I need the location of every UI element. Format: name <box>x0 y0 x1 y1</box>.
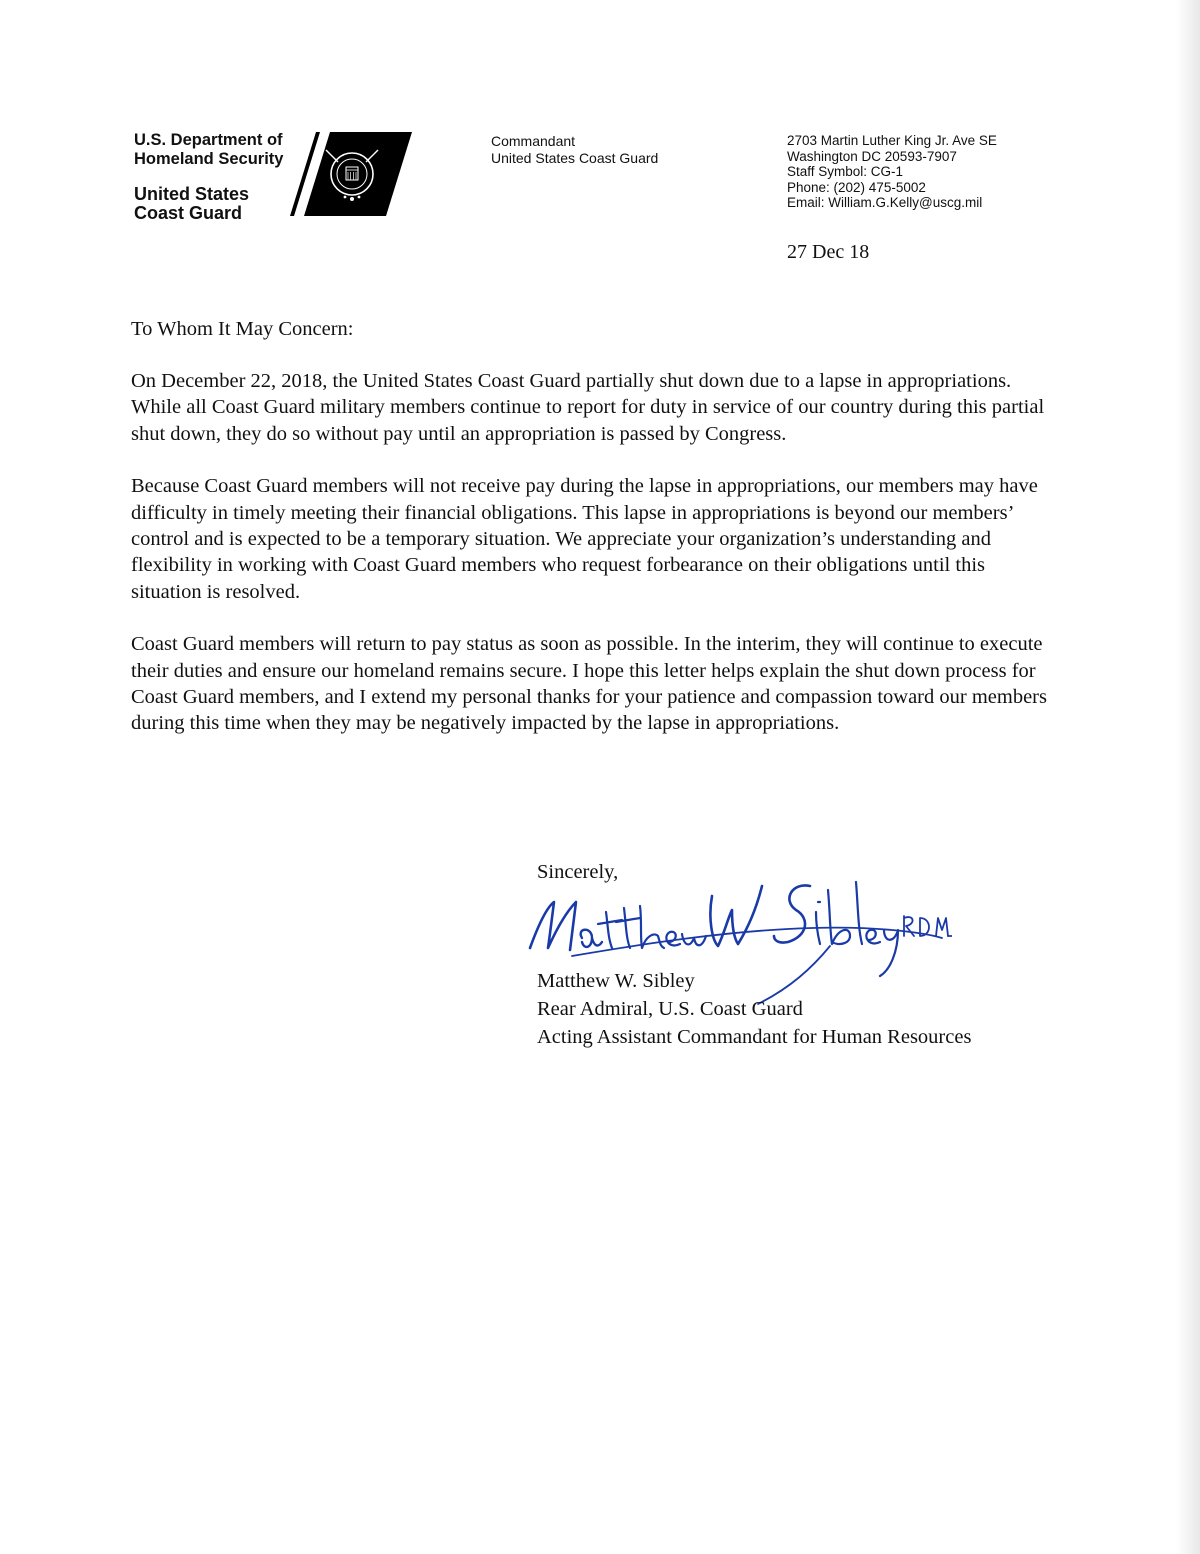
agency-line: United States <box>134 184 250 204</box>
department-line: Homeland Security <box>134 150 284 168</box>
coast-guard-stripe-logo <box>286 128 414 220</box>
office-line: United States Coast Guard <box>491 150 659 166</box>
agency-line: Coast Guard <box>134 203 243 223</box>
signer-title: Acting Assistant Commandant for Human Resources <box>537 1026 972 1048</box>
phone-number: Phone: (202) 475-5002 <box>787 179 926 195</box>
body-paragraph-3: Coast Guard members will return to pay status as soon as possible. In the interim, they will continue to execute their duties and ensure our homeland remains secure. I hope this letter helps explain the shut down process for Coast Guard members, and I extend my personal thanks for your patience and compassion toward our members during this time when they may be negatively impacted by the lapse in appropriations. <box>131 633 1047 735</box>
staff-symbol: Staff Symbol: CG-1 <box>787 164 904 179</box>
office-block <box>491 133 658 167</box>
address-city: Washington DC 20593-7907 <box>787 148 957 164</box>
closing: Sincerely, <box>537 861 619 883</box>
address-street: 2703 Martin Luther King Jr. Ave SE <box>787 133 997 148</box>
email-address: Email: William.G.Kelly@uscg.mil <box>787 195 983 210</box>
body-paragraph-1: On December 22, 2018, the United States Coast Guard partially shut down due to a lapse in appropriations. While all Coast Guard military members continue to report for duty in service of our country during this partial shut down, they do so without pay until an appropriation is passed by Congress. <box>131 370 1045 445</box>
salutation: To Whom It May Concern: <box>131 318 354 340</box>
signature-block <box>537 967 971 1051</box>
letter-body <box>131 368 1051 763</box>
signer-rank: Rear Admiral, U.S. Coast Guard <box>537 998 803 1020</box>
page-edge-shadow <box>1176 0 1200 1554</box>
letter-date: 27 Dec 18 <box>787 241 870 263</box>
address-block <box>787 133 997 211</box>
department-line: U.S. Department of <box>134 131 283 149</box>
office-line: Commandant <box>491 133 576 149</box>
body-paragraph-2: Because Coast Guard members will not receive pay during the lapse in appropriations, our members may have difficulty in timely meeting their financial obligations. This lapse in appropriations is beyond our members’ control and is expected to be a temporary situation. We appreciate your organization’s understanding and flexibility in working with Coast Guard members who request forbearance on their obligations until this situation is resolved. <box>131 475 1038 603</box>
signer-name: Matthew W. Sibley <box>537 970 695 992</box>
